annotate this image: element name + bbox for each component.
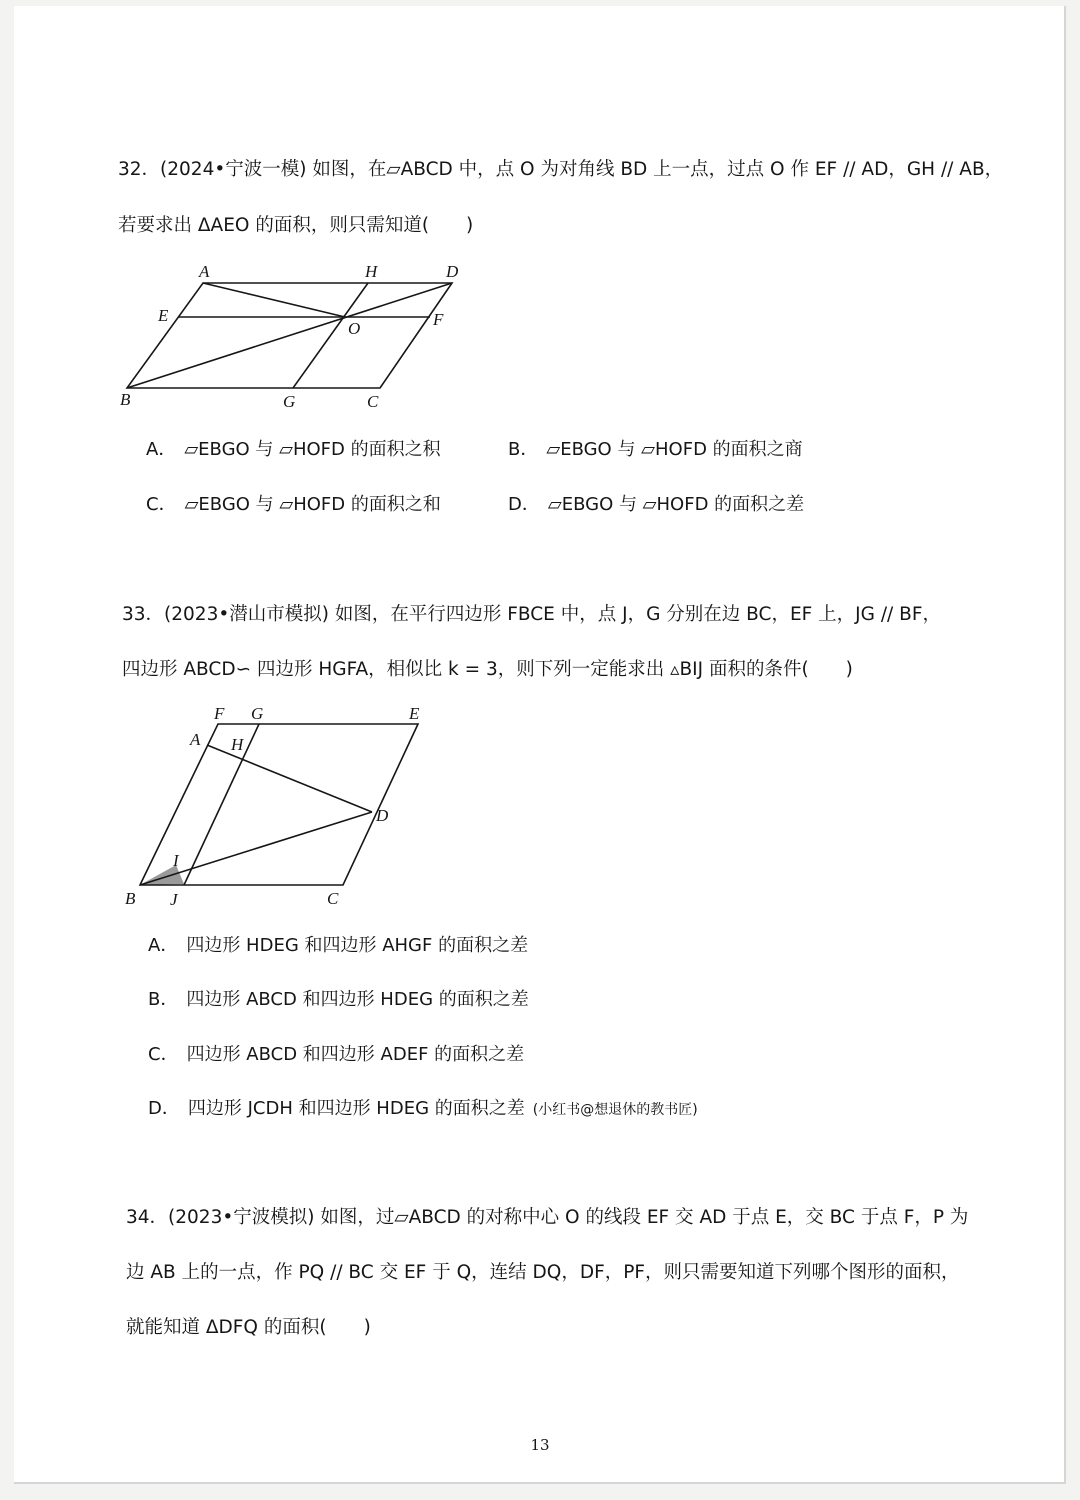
q33-option-c-text: 四边形 ABCD 和四边形 ADEF 的面积之差 [186,1044,525,1065]
q32-option-b-label: B． [508,439,539,460]
q33-option-d-text: 四边形 JCDH 和四边形 HDEG 的面积之差 [187,1098,525,1119]
q33-option-d [148,1097,698,1122]
q33-option-a [148,934,528,958]
q32-label-d: D [446,262,459,281]
q33-label-h: H [231,735,244,754]
q32-option-d-label: D． [508,494,540,515]
q33-option-a-label: A． [148,935,179,956]
q33-stem-line-1: 33．(2023•潜山市模拟) 如图，在平行四边形 FBCE 中，点 J，G 分别在边 BC，EF 上，JG // BF， [122,604,942,625]
q33-label-c: C [327,889,339,908]
q33-option-b [148,988,529,1012]
q33-segment-bd [140,812,372,885]
q32-label-e: E [158,306,169,325]
q32-option-b-text: ▱EBGO 与 ▱HOFD 的面积之商 [546,439,803,460]
q33-label-i: I [173,851,179,870]
q32-stem-line-2: 若要求出 ΔAEO 的面积，则只需知道( ) [118,215,474,236]
q32-label-a: A [199,262,210,281]
q33-label-e: E [409,704,420,723]
q32-label-g: G [283,392,296,411]
q32-option-a-text: ▱EBGO 与 ▱HOFD 的面积之积 [184,439,441,460]
q32-label-h: H [365,262,378,281]
q32-option-a-label: A． [146,439,177,460]
q34-stem-line-2: 边 AB 上的一点，作 PQ // BC 交 EF 于 Q，连结 DQ，DF，PF，则只需要知道下列哪个图形的面积， [126,1262,960,1283]
page-number: 13 [530,1436,550,1454]
q33-option-a-text: 四边形 HDEG 和四边形 AHGF 的面积之差 [186,935,529,956]
q33-stem-line-2: 四边形 ABCD∽ 四边形 HGFA，相似比 k = 3，则下列一定能求出 ▵BIJ 面积的条件( ) [122,659,853,680]
q33-label-g: G [251,704,264,723]
q32-label-o: O [348,319,361,338]
q33-label-b: B [125,889,136,908]
q33-label-j: J [170,890,178,909]
q33-option-c [148,1043,524,1067]
q34-stem-line-3: 就能知道 ΔDFQ 的面积( ) [126,1317,371,1338]
q32-label-c: C [367,392,379,411]
q33-option-b-text: 四边形 ABCD 和四边形 HDEG 的面积之差 [186,989,529,1010]
q33-watermark-note: (小红书@想退休的教书匠) [532,1102,698,1118]
q32-option-c-text: ▱EBGO 与 ▱HOFD 的面积之和 [184,494,441,515]
q32-option-c-label: C． [146,494,177,515]
q33-label-f: F [214,704,225,723]
q33-segment-ad [207,745,372,812]
q32-option-d-text: ▱EBGO 与 ▱HOFD 的面积之差 [547,494,805,515]
q33-label-a: A [190,730,201,749]
q33-option-c-label: C． [148,1044,179,1065]
q33-option-d-label: D． [148,1098,180,1119]
q32-stem-line-1: 32．(2024•宁波一模) 如图，在▱ABCD 中，点 O 为对角线 BD 上一点，过点 O 作 EF // AD，GH // AB， [118,159,1004,180]
q32-label-b: B [120,390,131,409]
q33-option-b-label: B． [148,989,179,1010]
q32-label-f: F [433,310,444,329]
q33-parallelogram-fbce [140,724,418,885]
q34-stem-line-1: 34．(2023•宁波模拟) 如图，过▱ABCD 的对称中心 O 的线段 EF 交 AD 于点 E，交 BC 于点 F，P 为 [126,1207,969,1228]
q33-label-d: D [376,806,389,825]
